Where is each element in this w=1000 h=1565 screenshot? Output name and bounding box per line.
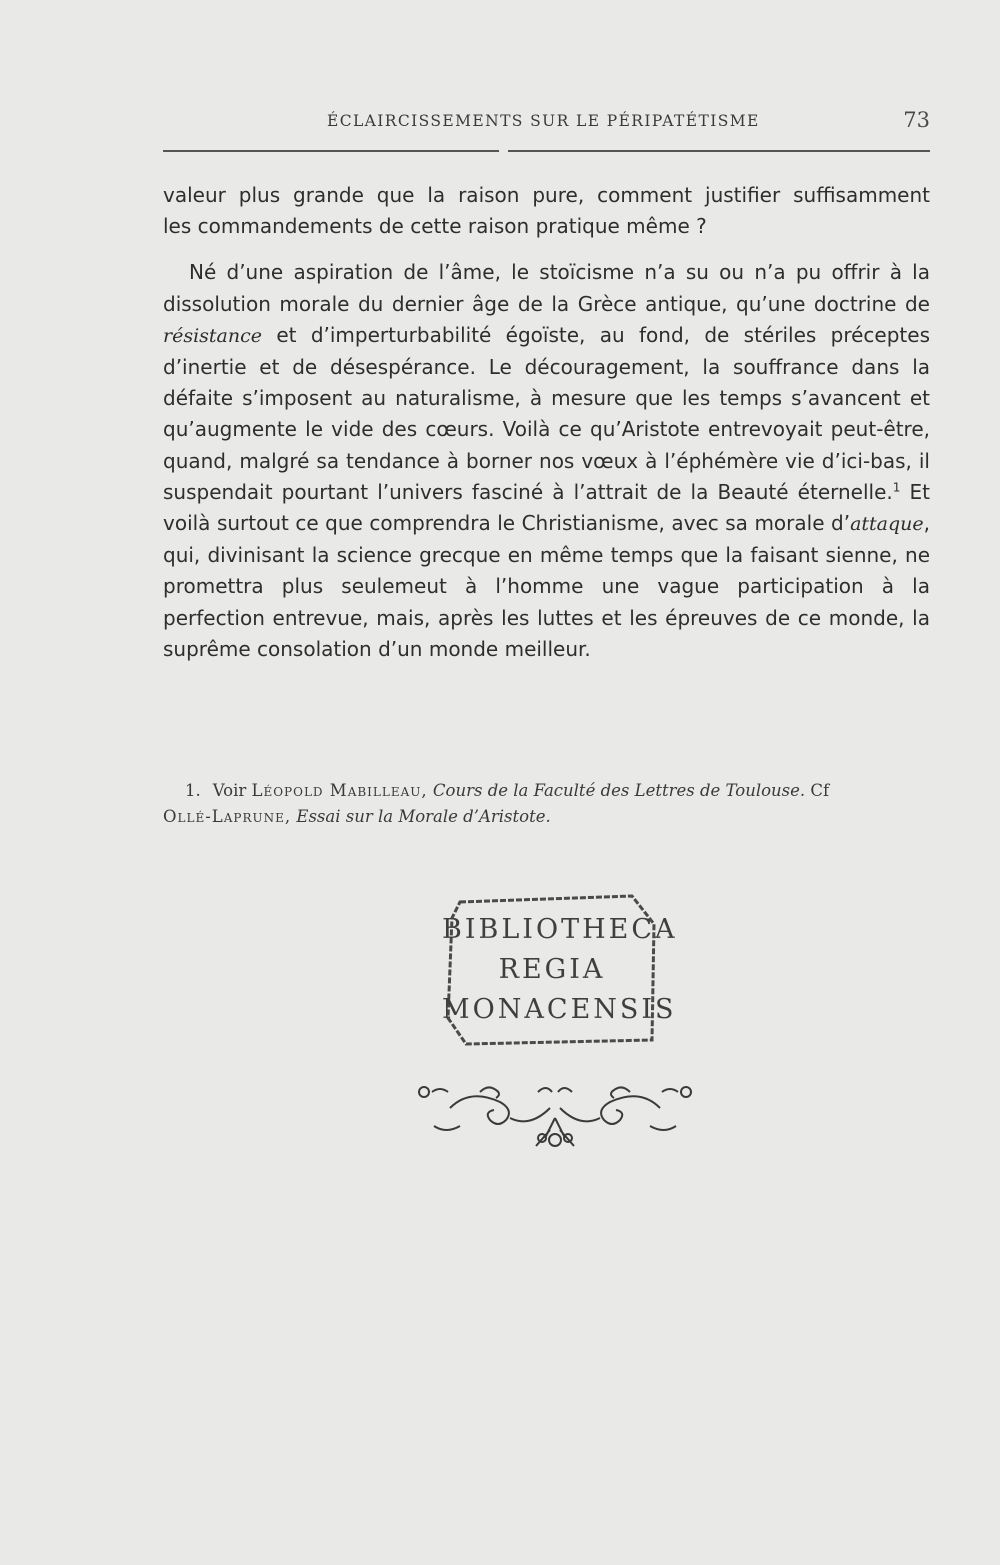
paragraph-2-emphasis-resistance: résistance	[163, 324, 262, 347]
footnote-line-2	[163, 804, 930, 830]
paragraph-2-text-4: , qui, divinisant la science grecque en même temps que la faisant sienne, ne promettra plus seulemeut à l’homme une vague participation à la perfection entrevue, mais, après les luttes et les épreuves de ce monde, la suprême consolation d’un monde meilleur.	[163, 511, 930, 661]
paragraph-2-text-3: Et voilà surtout ce que comprendra le Christianisme, avec sa morale d’	[163, 479, 930, 536]
running-title: ÉCLAIRCISSEMENTS SUR LE PÉRIPATÉTISME	[327, 112, 760, 130]
body-text	[163, 180, 930, 665]
footnote-number: 1.	[185, 781, 201, 800]
paragraph-1-line-2: les commandements de cette raison pratique même ?	[163, 214, 707, 239]
footnote-line-1	[163, 778, 930, 804]
page-number: 73	[903, 108, 930, 132]
footnote-work-2: Essai sur la Morale d’Aristote.	[296, 807, 551, 826]
header-rule-right	[508, 150, 930, 152]
footnote-author-1: Léopold Mabilleau,	[251, 781, 428, 800]
stamp-line-1: BIBLIOTHECA	[442, 914, 678, 945]
footnote-text-voir: Voir	[212, 781, 247, 800]
header-rule-left	[163, 150, 499, 152]
paragraph-2-text-1: Né d’une aspiration de l’âme, le stoïcisme n’a su ou n’a pu offrir à la dissolution morale du dernier âge de la Grèce antique, qu’une doctrine de	[163, 260, 930, 316]
paragraph-2	[163, 257, 930, 665]
footnote	[163, 778, 930, 830]
running-head	[162, 108, 930, 138]
paragraph-2-emphasis-attaque: attaque	[850, 513, 924, 536]
fleuron-ornament-icon	[410, 1078, 700, 1158]
library-stamp	[442, 888, 678, 1053]
footnote-cf: Cf	[810, 781, 830, 800]
stamp-line-3: MONACENSIS	[442, 994, 677, 1025]
paragraph-1-line-1: valeur plus grande que la raison pure, comment justifier suffisamment	[163, 183, 930, 207]
paragraph-2-text-2: et d’imperturbabilité égoïste, au fond, de stériles préceptes d’inertie et de désespérance. Le découragement, la souffrance dans la défaite s’imposent au naturalisme, à mesure que les temps s’avancent et qu’augmente le vide des cœurs. Voilà ce qu’Aristote entrevoyait peut-être, quand, malgré sa tendance à borner nos vœux à l’éphémère vie d’ici-bas, il suspendait pourtant l’univers fasciné à l’attrait de la Beauté éternelle.	[163, 322, 930, 504]
footnote-reference: 1	[892, 480, 901, 495]
stamp-line-2: REGIA	[498, 954, 606, 985]
footnote-work-1: Cours de la Faculté des Lettres de Toulouse.	[432, 781, 806, 800]
footnote-author-2: Ollé-Laprune,	[163, 807, 292, 826]
